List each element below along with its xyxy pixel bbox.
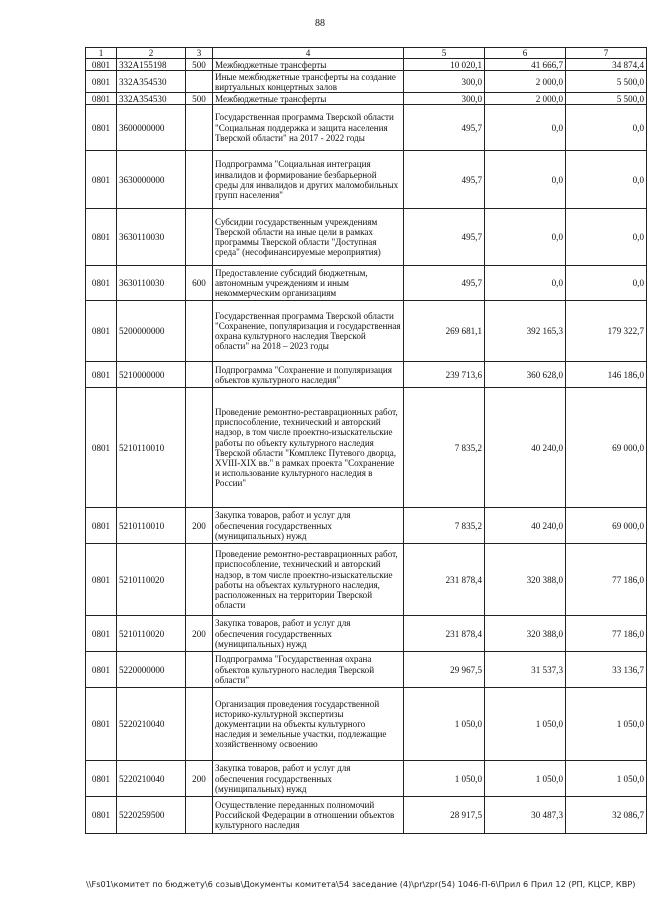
amount-col5-cell: 495,7: [404, 151, 485, 209]
amount-col7-cell: 0,0: [566, 105, 647, 151]
target-article-cell: 3600000000: [117, 105, 186, 151]
expense-type-cell: 500: [186, 59, 213, 71]
table-row: [86, 761, 647, 797]
amount-col5-cell: 7 835,2: [404, 508, 485, 544]
amount-col7-cell: 77 186,0: [566, 544, 647, 616]
target-article-cell: 5220259500: [117, 797, 186, 834]
target-article-cell: 5220210040: [117, 688, 186, 761]
target-article-cell: 332A354530: [117, 71, 186, 93]
expense-type-cell: [186, 388, 213, 508]
section-code-cell: 0801: [86, 388, 117, 508]
section-code-cell: 0801: [86, 652, 117, 688]
amount-col6-cell: 0,0: [485, 266, 566, 301]
amount-col6-cell: 1 050,0: [485, 688, 566, 761]
description-cell: Закупка товаров, работ и услуг для обеспечения государственных (муниципальных) нужд: [213, 761, 404, 797]
table-row: [86, 151, 647, 209]
amount-col6-cell: 2 000,0: [485, 93, 566, 105]
amount-col7-cell: 34 874,4: [566, 59, 647, 71]
amount-col6-cell: 40 240,0: [485, 388, 566, 508]
table-row: [86, 93, 647, 105]
expense-type-cell: [186, 797, 213, 834]
amount-col5-cell: 231 878,4: [404, 616, 485, 652]
table-row: [86, 266, 647, 301]
target-article-cell: 3630110030: [117, 209, 186, 266]
amount-col7-cell: 179 322,7: [566, 301, 647, 362]
expense-type-cell: 500: [186, 93, 213, 105]
amount-col5-cell: 300,0: [404, 71, 485, 93]
amount-col5-cell: 300,0: [404, 93, 485, 105]
header-cell-5: 5: [404, 48, 485, 59]
amount-col5-cell: 28 917,5: [404, 797, 485, 834]
budget-table: [85, 47, 647, 834]
expense-type-cell: [186, 301, 213, 362]
target-article-cell: 3630000000: [117, 151, 186, 209]
table-row: [86, 71, 647, 93]
description-cell: Закупка товаров, работ и услуг для обеспечения государственных (муниципальных) нужд: [213, 616, 404, 652]
target-article-cell: 5210110010: [117, 508, 186, 544]
table-row: [86, 544, 647, 616]
file-path-footer: \\Fs01\комитет по бюджету\6 созыв\Документы комитета\54 заседание (4)\pr\zpr(54) 1046-П-6\Прил 6 Прил 12 (РП, КЦСР, КВР): [86, 879, 636, 889]
table-row: [86, 59, 647, 71]
description-cell: Осуществление переданных полномочий Российской Федерации в отношении объектов культурного наследия: [213, 797, 404, 834]
amount-col5-cell: 29 967,5: [404, 652, 485, 688]
header-cell-7: 7: [566, 48, 647, 59]
amount-col7-cell: 1 050,0: [566, 688, 647, 761]
amount-col5-cell: 269 681,1: [404, 301, 485, 362]
amount-col5-cell: 495,7: [404, 266, 485, 301]
table-row: [86, 508, 647, 544]
amount-col7-cell: 5 500,0: [566, 71, 647, 93]
amount-col5-cell: 10 020,1: [404, 59, 485, 71]
target-article-cell: 5220210040: [117, 761, 186, 797]
section-code-cell: 0801: [86, 266, 117, 301]
amount-col6-cell: 31 537,3: [485, 652, 566, 688]
amount-col7-cell: 0,0: [566, 266, 647, 301]
amount-col7-cell: 5 500,0: [566, 93, 647, 105]
section-code-cell: 0801: [86, 93, 117, 105]
expense-type-cell: 200: [186, 508, 213, 544]
page-number: 88: [315, 18, 325, 29]
section-code-cell: 0801: [86, 761, 117, 797]
target-article-cell: 332A354530: [117, 93, 186, 105]
expense-type-cell: [186, 544, 213, 616]
header-cell-3: 3: [186, 48, 213, 59]
amount-col6-cell: 0,0: [485, 105, 566, 151]
table-header-row: [86, 48, 647, 59]
section-code-cell: 0801: [86, 508, 117, 544]
amount-col7-cell: 1 050,0: [566, 761, 647, 797]
table-row: [86, 105, 647, 151]
amount-col6-cell: 30 487,3: [485, 797, 566, 834]
description-cell: Подпрограмма "Социальная интеграция инвалидов и формирование безбарьерной среды для инвалидов и других маломобильных групп населения": [213, 151, 404, 209]
target-article-cell: 332A155198: [117, 59, 186, 71]
table-row: [86, 616, 647, 652]
amount-col5-cell: 7 835,2: [404, 388, 485, 508]
description-cell: Проведение ремонтно-реставрационных работ, приспособление, технический и авторский надзор, в том числе проектно-изыскательские работы по объекту культурного наследия Тверской области "Комплекс Путевого дворца, XVIII-XIX вв." в рамках проекта "Сохранение и использование культурного наследия в России": [213, 388, 404, 508]
expense-type-cell: [186, 652, 213, 688]
description-cell: Закупка товаров, работ и услуг для обеспечения государственных (муниципальных) нужд: [213, 508, 404, 544]
amount-col6-cell: 0,0: [485, 209, 566, 266]
header-cell-4: 4: [213, 48, 404, 59]
amount-col5-cell: 1 050,0: [404, 761, 485, 797]
expense-type-cell: [186, 209, 213, 266]
section-code-cell: 0801: [86, 71, 117, 93]
description-cell: Межбюджетные трансферты: [213, 93, 404, 105]
amount-col6-cell: 0,0: [485, 151, 566, 209]
description-cell: Проведение ремонтно-реставрационных работ, приспособление, технический и авторский надзор, в том числе проектно-изыскательские работы на объектах культурного наследия, расположенных на территории Тверской области: [213, 544, 404, 616]
target-article-cell: 5210000000: [117, 362, 186, 388]
description-cell: Межбюджетные трансферты: [213, 59, 404, 71]
amount-col5-cell: 495,7: [404, 105, 485, 151]
amount-col6-cell: 320 388,0: [485, 544, 566, 616]
table-row: [86, 688, 647, 761]
description-cell: Государственная программа Тверской области "Сохранение, популяризация и государственная охрана культурного наследия Тверской области" на 2018 – 2023 годы: [213, 301, 404, 362]
section-code-cell: 0801: [86, 59, 117, 71]
header-cell-2: 2: [117, 48, 186, 59]
target-article-cell: 3630110030: [117, 266, 186, 301]
section-code-cell: 0801: [86, 362, 117, 388]
expense-type-cell: 600: [186, 266, 213, 301]
description-cell: Субсидии государственным учреждениям Тверской области на иные цели в рамках программы Тверской области "Доступная среда" (несофинансируемые мероприятия): [213, 209, 404, 266]
target-article-cell: 5210110020: [117, 544, 186, 616]
table-row: [86, 362, 647, 388]
section-code-cell: 0801: [86, 209, 117, 266]
description-cell: Подпрограмма "Государственная охрана объектов культурного наследия Тверской области": [213, 652, 404, 688]
section-code-cell: 0801: [86, 688, 117, 761]
table-row: [86, 797, 647, 834]
target-article-cell: 5210110010: [117, 388, 186, 508]
table-row: [86, 388, 647, 508]
amount-col7-cell: 32 086,7: [566, 797, 647, 834]
target-article-cell: 5210110020: [117, 616, 186, 652]
expense-type-cell: [186, 105, 213, 151]
amount-col6-cell: 360 628,0: [485, 362, 566, 388]
amount-col5-cell: 239 713,6: [404, 362, 485, 388]
amount-col5-cell: 1 050,0: [404, 688, 485, 761]
description-cell: Иные межбюджетные трансферты на создание виртуальных концертных залов: [213, 71, 404, 93]
section-code-cell: 0801: [86, 151, 117, 209]
expense-type-cell: [186, 71, 213, 93]
amount-col7-cell: 33 136,7: [566, 652, 647, 688]
section-code-cell: 0801: [86, 544, 117, 616]
amount-col6-cell: 2 000,0: [485, 71, 566, 93]
section-code-cell: 0801: [86, 797, 117, 834]
description-cell: Предоставление субсидий бюджетным, автономным учреждениям и иным некоммерческим организациям: [213, 266, 404, 301]
table-row: [86, 652, 647, 688]
amount-col7-cell: 0,0: [566, 151, 647, 209]
description-cell: Государственная программа Тверской области "Социальная поддержка и защита населения Тверской области" на 2017 - 2022 годы: [213, 105, 404, 151]
amount-col7-cell: 77 186,0: [566, 616, 647, 652]
target-article-cell: 5200000000: [117, 301, 186, 362]
expense-type-cell: [186, 362, 213, 388]
amount-col6-cell: 320 388,0: [485, 616, 566, 652]
target-article-cell: 5220000000: [117, 652, 186, 688]
description-cell: Организация проведения государственной историко-культурной экспертизы документации на объекты культурного наследия и земельные участки, подлежащие хозяйственному освоению: [213, 688, 404, 761]
expense-type-cell: 200: [186, 616, 213, 652]
description-cell: Подпрограмма "Сохранение и популяризация объектов культурного наследия": [213, 362, 404, 388]
amount-col6-cell: 1 050,0: [485, 761, 566, 797]
amount-col6-cell: 40 240,0: [485, 508, 566, 544]
section-code-cell: 0801: [86, 301, 117, 362]
amount-col5-cell: 231 878,4: [404, 544, 485, 616]
amount-col6-cell: 41 666,7: [485, 59, 566, 71]
header-cell-1: 1: [86, 48, 117, 59]
amount-col7-cell: 69 000,0: [566, 508, 647, 544]
amount-col5-cell: 495,7: [404, 209, 485, 266]
table-row: [86, 209, 647, 266]
section-code-cell: 0801: [86, 105, 117, 151]
expense-type-cell: [186, 151, 213, 209]
section-code-cell: 0801: [86, 616, 117, 652]
amount-col7-cell: 146 186,0: [566, 362, 647, 388]
table-row: [86, 301, 647, 362]
expense-type-cell: 200: [186, 761, 213, 797]
amount-col7-cell: 0,0: [566, 209, 647, 266]
expense-type-cell: [186, 688, 213, 761]
amount-col7-cell: 69 000,0: [566, 388, 647, 508]
amount-col6-cell: 392 165,3: [485, 301, 566, 362]
header-cell-6: 6: [485, 48, 566, 59]
